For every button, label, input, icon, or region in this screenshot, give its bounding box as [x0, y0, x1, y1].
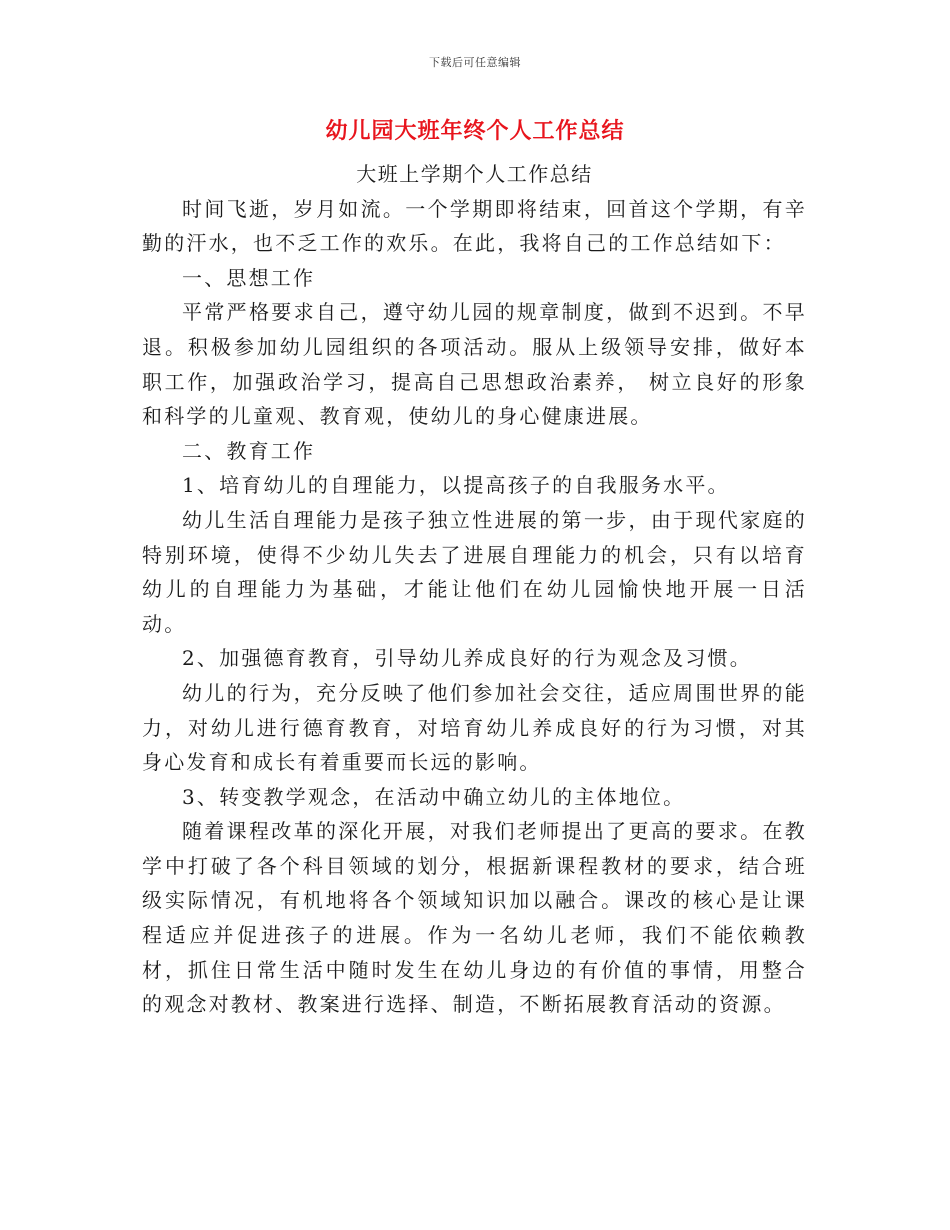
header-note: 下载后可任意编辑	[429, 56, 521, 69]
paragraph-teaching-concept: 随着课程改革的深化开展，对我们老师提出了更高的要求。在教学中打破了各个科目领域的划分，根据新课程教材的要求，结合班级实际情况，有机地将各个领域知识加以融合。课改的核心是让课程适应并促进孩子的进展。作为一名幼儿老师，我们不能依赖教材，抓住日常生活中随时发生在幼儿身边的有价值的事情，用整合的观念对教材、教案进行选择、制造，不断拓展教育活动的资源。	[142, 819, 807, 1017]
document-body	[142, 157, 807, 1022]
document-title: 幼儿园大班年终个人工作总结	[325, 119, 625, 144]
section-heading-education: 二、教育工作	[182, 438, 316, 463]
item-heading-moral-education: 2、加强德育教育，引导幼儿养成良好的行为观念及习惯。	[182, 646, 752, 671]
section-heading-ideology: 一、思想工作	[182, 265, 316, 290]
paragraph-moral-education: 幼儿的行为，充分反映了他们参加社会交往，适应周围世界的能力，对幼儿进行德育教育，对培育幼儿养成良好的行为习惯，对其身心发育和成长有着重要而长远的影响。	[142, 680, 807, 775]
paragraph-intro: 时间飞逝，岁月如流。一个学期即将结束，回首这个学期，有辛勤的汗水，也不乏工作的欢乐。在此，我将自己的工作总结如下：	[142, 196, 807, 256]
paragraph-ideology: 平常严格要求自己，遵守幼儿园的规章制度，做到不迟到。不早退。积极参加幼儿园组织的各项活动。服从上级领导安排，做好本职工作，加强政治学习，提高自己思想政治素养， 树立良好的形象和科学的儿童观、教育观，使幼儿的身心健康进展。	[142, 300, 807, 429]
item-heading-teaching-concept: 3、转变教学观念，在活动中确立幼儿的主体地位。	[182, 784, 686, 809]
paragraph-self-care: 幼儿生活自理能力是孩子独立性进展的第一步，由于现代家庭的特别环境，使得不少幼儿失去了进展自理能力的机会，只有以培育幼儿的自理能力为基础，才能让他们在幼儿园愉快地开展一日活动。	[142, 507, 807, 636]
item-heading-self-care: 1、培育幼儿的自理能力，以提高孩子的自我服务水平。	[182, 473, 730, 498]
document-subtitle: 大班上学期个人工作总结	[356, 162, 593, 186]
